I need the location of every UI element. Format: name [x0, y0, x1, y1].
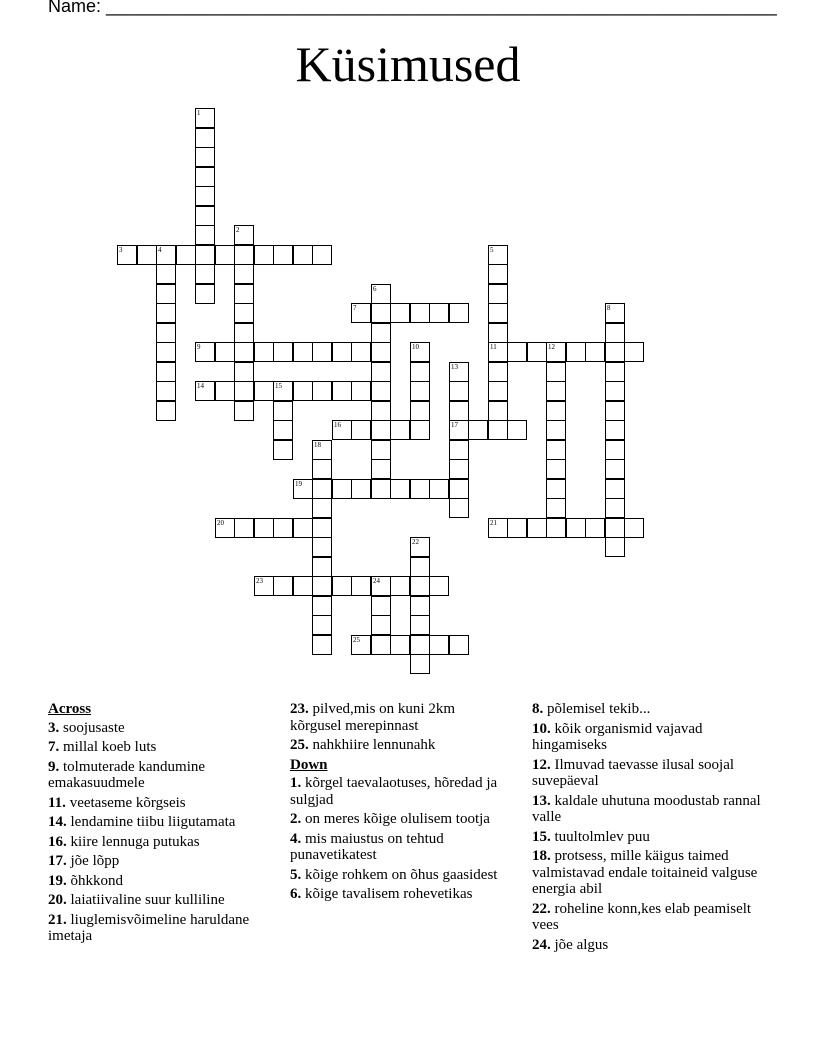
grid-cell[interactable]	[546, 479, 566, 499]
grid-cell[interactable]	[234, 284, 254, 304]
grid-cell[interactable]	[585, 518, 605, 538]
grid-cell[interactable]	[468, 420, 488, 440]
grid-cell[interactable]	[312, 459, 332, 479]
grid-cell[interactable]	[624, 342, 644, 362]
grid-cell[interactable]	[546, 498, 566, 518]
grid-cell[interactable]	[312, 479, 332, 499]
grid-cell[interactable]	[371, 596, 391, 616]
grid-cell[interactable]	[195, 167, 215, 187]
clue-number: 20	[217, 519, 224, 527]
clue-down-4: 4. mis maiustus on tehtud punavetikatest	[290, 830, 444, 863]
grid-cell[interactable]	[546, 459, 566, 479]
grid-cell[interactable]	[234, 362, 254, 382]
grid-cell[interactable]	[410, 654, 430, 674]
clue-number: 5	[490, 246, 494, 254]
clue-down-22: 22. roheline konn,kes elab peamiselt vees	[532, 900, 752, 933]
clue-number: 15	[275, 382, 282, 390]
clue-down-24: 24. jõe algus	[532, 936, 609, 953]
grid-cell[interactable]	[312, 576, 332, 596]
grid-cell[interactable]	[527, 342, 547, 362]
clue-number: 11	[490, 343, 497, 351]
grid-cell[interactable]	[195, 342, 215, 362]
clue-number: 17	[451, 421, 458, 429]
clue-across-16: 16. kiire lennuga putukas	[48, 833, 200, 850]
grid-cell[interactable]	[449, 362, 469, 382]
grid-cell[interactable]	[312, 537, 332, 557]
grid-cell[interactable]	[449, 303, 469, 323]
grid-cell[interactable]	[488, 381, 508, 401]
grid-cell[interactable]	[234, 245, 254, 265]
grid-cell[interactable]	[605, 381, 625, 401]
grid-cell[interactable]	[332, 420, 352, 440]
grid-cell[interactable]	[390, 635, 410, 655]
grid-cell[interactable]	[254, 342, 274, 362]
clue-down-13: 13. kaldale uhutuna moodustab rannal valle	[532, 792, 761, 825]
clues-column-2	[290, 701, 510, 906]
grid-cell[interactable]	[429, 635, 449, 655]
clue-number: 24	[373, 577, 380, 585]
grid-cell[interactable]	[195, 108, 215, 128]
clue-number: 19	[295, 480, 302, 488]
clue-number: 14	[197, 382, 204, 390]
grid-cell[interactable]	[254, 245, 274, 265]
grid-cell[interactable]	[410, 635, 430, 655]
grid-cell[interactable]	[410, 537, 430, 557]
grid-cell[interactable]	[312, 557, 332, 577]
grid-cell[interactable]	[254, 576, 274, 596]
grid-cell[interactable]	[195, 128, 215, 148]
grid-cell[interactable]	[410, 342, 430, 362]
grid-cell[interactable]	[546, 401, 566, 421]
grid-cell[interactable]	[273, 440, 293, 460]
grid-cell[interactable]	[371, 576, 391, 596]
grid-cell[interactable]	[410, 615, 430, 635]
grid-cell[interactable]	[605, 498, 625, 518]
grid-cell[interactable]	[449, 420, 469, 440]
clue-down-15: 15. tuultolmlev puu	[532, 828, 650, 845]
grid-cell[interactable]	[488, 323, 508, 343]
grid-cell[interactable]	[351, 576, 371, 596]
clue-number: 13	[451, 363, 458, 371]
grid-cell[interactable]	[410, 401, 430, 421]
grid-cell[interactable]	[234, 401, 254, 421]
grid-cell[interactable]	[546, 381, 566, 401]
grid-cell[interactable]	[605, 518, 625, 538]
grid-cell[interactable]	[156, 362, 176, 382]
grid-cell[interactable]	[234, 225, 254, 245]
grid-cell[interactable]	[390, 420, 410, 440]
grid-cell[interactable]	[546, 518, 566, 538]
grid-cell[interactable]	[410, 381, 430, 401]
grid-cell[interactable]	[156, 323, 176, 343]
clue-number: 16	[334, 421, 341, 429]
grid-cell[interactable]	[410, 362, 430, 382]
clue-down-12: 12. Ilmuvad taevasse ilusal soojal suvepäeval	[532, 756, 735, 789]
clue-number: 7	[353, 304, 357, 312]
grid-cell[interactable]	[605, 420, 625, 440]
grid-cell[interactable]	[605, 303, 625, 323]
grid-cell[interactable]	[429, 576, 449, 596]
grid-cell[interactable]	[507, 518, 527, 538]
grid-cell[interactable]	[195, 186, 215, 206]
grid-cell[interactable]	[566, 342, 586, 362]
across-heading: Across	[48, 701, 92, 717]
grid-cell[interactable]	[546, 440, 566, 460]
clue-number: 23	[256, 577, 263, 585]
grid-cell[interactable]	[488, 420, 508, 440]
grid-cell[interactable]	[390, 479, 410, 499]
grid-cell[interactable]	[371, 303, 391, 323]
grid-cell[interactable]	[137, 245, 157, 265]
grid-cell[interactable]	[429, 303, 449, 323]
grid-cell[interactable]	[312, 440, 332, 460]
grid-cell[interactable]	[156, 264, 176, 284]
grid-cell[interactable]	[332, 381, 352, 401]
page-title: Küsimused	[295, 36, 521, 92]
grid-cell[interactable]	[332, 576, 352, 596]
clue-number: 8	[607, 304, 611, 312]
clue-across-14: 14. lendamine tiibu liigutamata	[48, 814, 236, 830]
clue-across-20: 20. laiatiivaline suur kulliline	[48, 892, 225, 908]
clue-number: 25	[353, 636, 360, 644]
grid-cell[interactable]	[293, 518, 313, 538]
grid-cell[interactable]	[527, 518, 547, 538]
grid-cell[interactable]	[488, 342, 508, 362]
grid-cell[interactable]	[273, 342, 293, 362]
name-field[interactable]: Name: ___________________________________________________________________	[48, 0, 777, 16]
grid-cell[interactable]	[488, 401, 508, 421]
clues-column-3	[532, 701, 762, 956]
grid-cell[interactable]	[195, 264, 215, 284]
clue-number: 10	[412, 343, 419, 351]
grid-cell[interactable]	[546, 420, 566, 440]
grid-cell[interactable]	[390, 576, 410, 596]
grid-cell[interactable]	[449, 479, 469, 499]
clue-down-2: 2. on meres kõige olulisem tootja	[290, 811, 490, 827]
grid-cell[interactable]	[371, 284, 391, 304]
grid-cell[interactable]	[351, 303, 371, 323]
clue-number: 21	[490, 519, 497, 527]
grid-cell[interactable]	[351, 479, 371, 499]
grid-cell[interactable]	[371, 479, 391, 499]
grid-cell[interactable]	[410, 303, 430, 323]
grid-cell[interactable]	[156, 381, 176, 401]
grid-cell[interactable]	[605, 459, 625, 479]
clue-down-5: 5. kõige rohkem on õhus gaasidest	[290, 866, 498, 883]
grid-cell[interactable]	[449, 498, 469, 518]
clue-number: 6	[373, 285, 377, 293]
grid-cell[interactable]	[449, 401, 469, 421]
grid-cell[interactable]	[156, 401, 176, 421]
clue-number: 2	[236, 226, 240, 234]
grid-cell[interactable]	[312, 615, 332, 635]
grid-cell[interactable]	[488, 284, 508, 304]
grid-cell[interactable]	[273, 381, 293, 401]
grid-cell[interactable]	[371, 440, 391, 460]
clue-down-10: 10. kõik organismid vajavad hingamiseks	[532, 720, 703, 753]
clue-number: 9	[197, 343, 201, 351]
grid-cell[interactable]	[215, 381, 235, 401]
grid-cell[interactable]	[624, 518, 644, 538]
clue-number: 18	[314, 441, 321, 449]
grid-cell[interactable]	[507, 342, 527, 362]
grid-cell[interactable]	[488, 264, 508, 284]
grid-cell[interactable]	[312, 635, 332, 655]
grid-cell[interactable]	[215, 518, 235, 538]
grid-cell[interactable]	[195, 206, 215, 226]
grid-cell[interactable]	[312, 596, 332, 616]
grid-cell[interactable]	[215, 245, 235, 265]
grid-cell[interactable]	[546, 362, 566, 382]
grid-cell[interactable]	[312, 245, 332, 265]
clue-across-7: 7. millal koeb luts	[48, 739, 157, 755]
clue-across-25: 25. nahkhiire lennunahk	[290, 737, 436, 753]
grid-cell[interactable]	[585, 342, 605, 362]
grid-cell[interactable]	[605, 342, 625, 362]
grid-cell[interactable]	[390, 303, 410, 323]
grid-cell[interactable]	[293, 381, 313, 401]
clue-across-3: 3. soojusaste	[48, 719, 125, 736]
clue-across-17: 17. jõe lõpp	[48, 853, 120, 869]
grid-cell[interactable]	[195, 245, 215, 265]
grid-cell[interactable]	[234, 518, 254, 538]
grid-cell[interactable]	[234, 342, 254, 362]
grid-cell[interactable]	[429, 479, 449, 499]
grid-cell[interactable]	[215, 342, 235, 362]
clue-across-21: 21. liuglemisvõimeline haruldane imetaja	[48, 911, 250, 944]
grid-cell[interactable]	[332, 342, 352, 362]
grid-cell[interactable]	[234, 264, 254, 284]
grid-cell[interactable]	[410, 576, 430, 596]
clue-across-23: 23. pilved,mis on kuni 2km kõrgusel merepinnast	[290, 701, 455, 734]
grid-cell[interactable]	[312, 342, 332, 362]
grid-cell[interactable]	[254, 518, 274, 538]
grid-cell[interactable]	[351, 381, 371, 401]
grid-cell[interactable]	[254, 381, 274, 401]
grid-cell[interactable]	[273, 245, 293, 265]
grid-cell[interactable]	[371, 381, 391, 401]
grid-cell[interactable]	[410, 420, 430, 440]
clue-number: 3	[119, 246, 123, 254]
grid-cell[interactable]	[371, 635, 391, 655]
clue-down-6: 6. kõige tavalisem rohevetikas	[290, 886, 473, 902]
grid-cell[interactable]	[605, 479, 625, 499]
grid-cell[interactable]	[312, 381, 332, 401]
clue-across-19: 19. õhkkond	[48, 872, 123, 889]
grid-cell[interactable]	[546, 342, 566, 362]
clue-across-9: 9. tolmuterade kandumine emakasuudmele	[48, 758, 206, 791]
grid-cell[interactable]	[371, 401, 391, 421]
clue-down-1: 1. kõrgel taevalaotuses, hõredad ja sulgjad	[290, 775, 498, 808]
grid-cell[interactable]	[371, 420, 391, 440]
grid-cell[interactable]	[605, 362, 625, 382]
grid-cell[interactable]	[449, 635, 469, 655]
grid-cell[interactable]	[507, 420, 527, 440]
grid-cell[interactable]	[605, 323, 625, 343]
grid-cell[interactable]	[371, 342, 391, 362]
grid-cell[interactable]	[488, 303, 508, 323]
grid-cell[interactable]	[234, 381, 254, 401]
grid-cell[interactable]	[449, 440, 469, 460]
grid-cell[interactable]	[195, 284, 215, 304]
grid-cell[interactable]	[293, 342, 313, 362]
grid-cell[interactable]	[293, 479, 313, 499]
grid-cell[interactable]	[156, 284, 176, 304]
grid-cell[interactable]	[605, 440, 625, 460]
grid-cell[interactable]	[488, 362, 508, 382]
grid-cell[interactable]	[156, 303, 176, 323]
grid-cell[interactable]	[234, 323, 254, 343]
grid-cell[interactable]	[410, 557, 430, 577]
grid-cell[interactable]	[371, 323, 391, 343]
grid-cell[interactable]	[351, 420, 371, 440]
grid-cell[interactable]	[371, 459, 391, 479]
grid-cell[interactable]	[156, 245, 176, 265]
clue-down-8: 8. põlemisel tekib...	[532, 701, 651, 717]
grid-cell[interactable]	[273, 576, 293, 596]
grid-cell[interactable]	[312, 518, 332, 538]
grid-cell[interactable]	[371, 615, 391, 635]
grid-cell[interactable]	[351, 342, 371, 362]
grid-cell[interactable]	[273, 401, 293, 421]
clue-down-18: 18. protsess, mille käigus taimed valmistavad endale toitaineid valguse energia abil	[532, 848, 758, 897]
grid-cell[interactable]	[449, 381, 469, 401]
grid-cell[interactable]	[312, 498, 332, 518]
grid-cell[interactable]	[273, 420, 293, 440]
grid-cell[interactable]	[410, 596, 430, 616]
grid-cell[interactable]	[605, 401, 625, 421]
clue-number: 1	[197, 109, 201, 117]
grid-cell[interactable]	[449, 459, 469, 479]
grid-cell[interactable]	[293, 576, 313, 596]
grid-cell[interactable]	[488, 518, 508, 538]
grid-cell[interactable]	[195, 381, 215, 401]
grid-cell[interactable]	[410, 479, 430, 499]
grid-cell[interactable]	[371, 362, 391, 382]
grid-cell[interactable]	[332, 479, 352, 499]
grid-cell[interactable]	[566, 518, 586, 538]
grid-cell[interactable]	[488, 245, 508, 265]
grid-cell[interactable]	[605, 537, 625, 557]
clue-number: 22	[412, 538, 419, 546]
grid-cell[interactable]	[293, 245, 313, 265]
clue-across-11: 11. veetaseme kõrgseis	[48, 794, 186, 811]
grid-cell[interactable]	[176, 245, 196, 265]
grid-cell[interactable]	[351, 635, 371, 655]
grid-cell[interactable]	[234, 303, 254, 323]
grid-cell[interactable]	[117, 245, 137, 265]
clues-column-1	[48, 701, 268, 948]
clue-number: 4	[158, 246, 162, 254]
grid-cell[interactable]	[195, 147, 215, 167]
grid-cell[interactable]	[156, 342, 176, 362]
grid-cell[interactable]	[195, 225, 215, 245]
grid-cell[interactable]	[273, 518, 293, 538]
down-heading: Down	[290, 756, 328, 773]
clue-number: 12	[548, 343, 555, 351]
